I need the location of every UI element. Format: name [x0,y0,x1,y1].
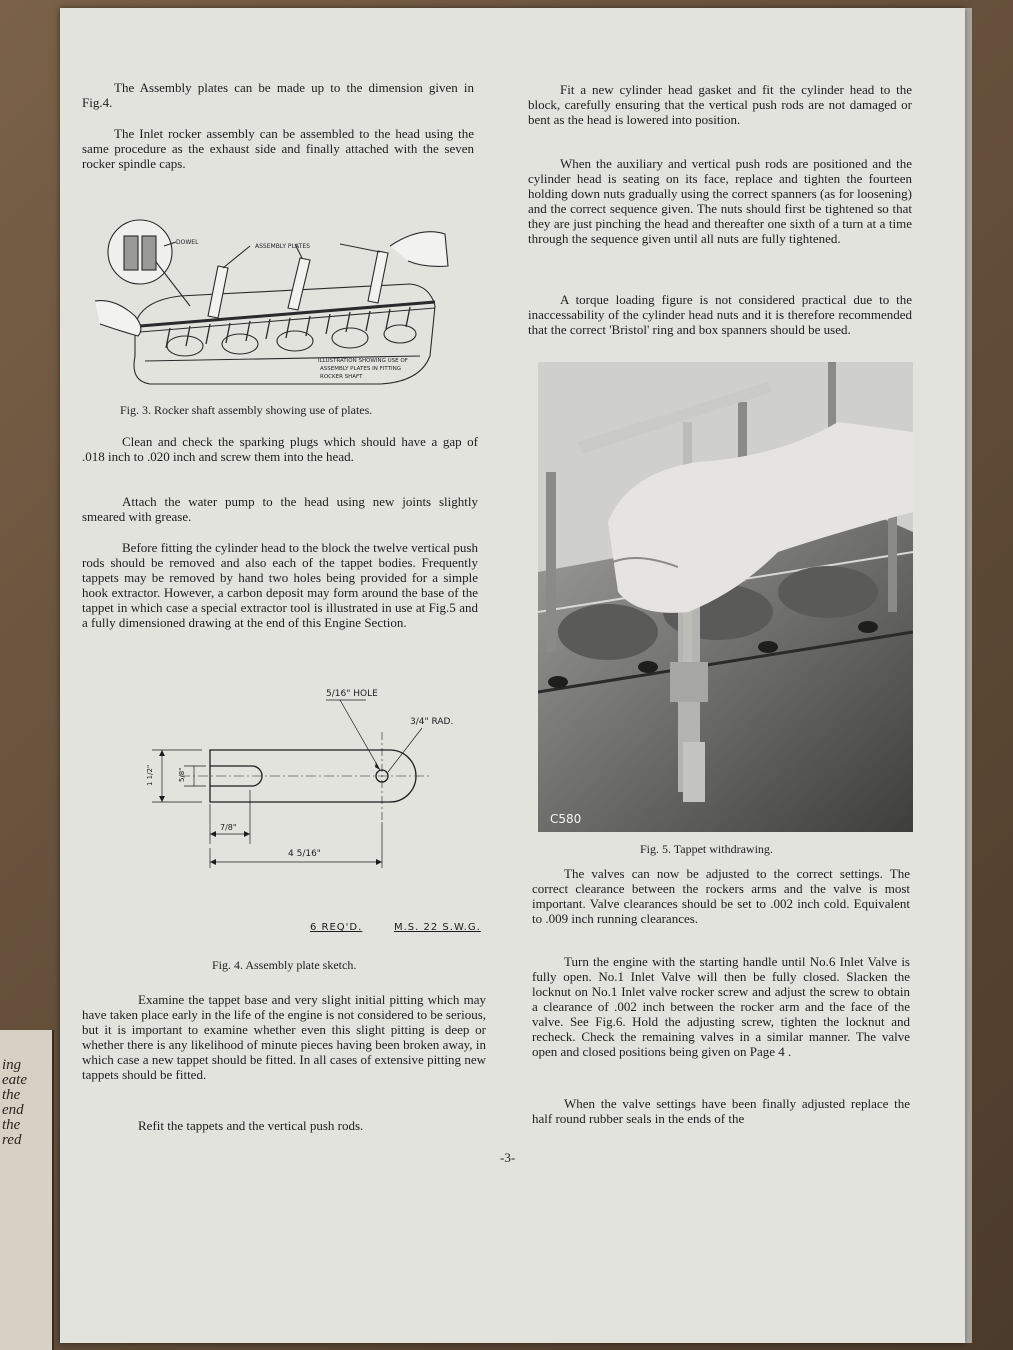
illustration-note-line2: ASSEMBLY PLATES IN FITTING [320,366,401,372]
paragraph-assembly-plates: The Assembly plates can be made up to the dimension given in Fig.4. [82,80,474,110]
adjacent-fragment: eate [2,1072,27,1088]
adjacent-page-text [2,1058,27,1148]
adjacent-fragment: the [2,1087,21,1103]
adjacent-fragment: end [2,1102,24,1118]
assembly-plate-sketch [140,672,490,912]
rocker-shaft-illustration [90,206,450,398]
radius-dimension-label: 3/4" RAD. [410,717,454,727]
illustration-note-line3: ROCKER SHAFT [320,374,363,380]
hole-dimension-label: 5/16" HOLE [326,689,378,699]
fig5-caption: Fig. 5. Tappet withdrawing. [640,842,773,856]
illustration-note-line1: ILLUSTRATION SHOWING USE OF [318,358,408,364]
slot-length-dimension-label: 7/8" [220,823,237,832]
assembly-plates-label: ASSEMBLY PLATES [255,243,310,250]
paragraph-holding-down-nuts: When the auxiliary and vertical push rods are positioned and the cylinder head is seating on its face, replace and tighten the fourteen holding down nuts gradually using the correct spanners (as for loosening) and the correct sequence given. The nuts should first be tightened so that they are just pinching the head and thereafter one sixth of a turn at a time through the sequence given until all nuts are fully tightened. [528,156,912,246]
tappet-withdrawing-photo [538,362,913,832]
slot-width-dimension-label: 5/8" [178,767,186,782]
paragraph-inlet-rocker: The Inlet rocker assembly can be assembled to the head using the same procedure as the exhaust side and finally attached with the seven rocker spindle caps. [82,126,474,171]
fig3-caption: Fig. 3. Rocker shaft assembly showing use of plates. [120,403,373,417]
dowel-label: DOWEL [176,239,199,246]
quantity-label: 6 REQ'D. [310,922,363,933]
adjacent-fragment: ing [2,1057,22,1073]
adjacent-fragment: red [2,1132,22,1148]
height-dimension-label: 1 1/2" [146,764,154,786]
overall-length-dimension-label: 4 5/16" [288,849,321,859]
adjacent-fragment: the [2,1117,21,1133]
paragraph-sparking-plugs: Clean and check the sparking plugs which should have a gap of .018 inch to .020 inch and screw them into the head. [82,434,478,464]
paragraph-push-rods: Before fitting the cylinder head to the block the twelve vertical push rods should be removed and also each of the tappet bodies. Frequently tappets may be removed by hand two holes being provided for a simple hook extractor. However, a carbon deposit may form around the base of the tappet in which case a special extractor tool is illustrated in use at Fig.5 and a fully dimensioned drawing at the end of this Engine Section. [82,540,478,630]
paragraph-valve-settings: The valves can now be adjusted to the correct settings. The correct clearance between the rockers arms and the valve is most important. Valve clearances should be set to .002 inch cold. Equivalent to .009 inch running clearances. [532,866,910,926]
paragraph-rubber-seals: When the valve settings have been finally adjusted replace the half round rubber seals in the ends of the [532,1096,910,1126]
paragraph-tappet-base: Examine the tappet base and very slight initial pitting which may have taken place early in the life of the engine is not considered to be serious, but it is important to examine whether even this slight pitting is deep or whether there is any likelihood of minute pieces having been broken away, in which case a new tappet should be fitted. In all cases of extensive pitting new tappets should be fitted. [82,992,486,1082]
fig4-caption: Fig. 4. Assembly plate sketch. [212,958,357,972]
paragraph-refit-tappets: Refit the tappets and the vertical push rods. [138,1118,364,1133]
paragraph-water-pump: Attach the water pump to the head using new joints slightly smeared with grease. [82,494,478,524]
material-label: M.S. 22 S.W.G. [394,922,481,933]
page-number: -3- [500,1150,516,1165]
photo-code: C580 [550,812,582,826]
paragraph-cylinder-head-gasket: Fit a new cylinder head gasket and fit the cylinder head to the block, carefully ensuring that the vertical push rods are not damaged or bent as the head is lowered into position. [528,82,912,127]
paragraph-torque-loading: A torque loading figure is not considered practical due to the inaccessability of the cylinder head nuts and it is therefore recommended that the correct 'Bristol' ring and box spanners should be used. [528,292,912,337]
adjacent-page [0,1030,54,1350]
paragraph-starting-handle: Turn the engine with the starting handle until No.6 Inlet Valve is fully open. No.1 Inlet Valve will then be fully closed. Slacken the locknut on No.1 Inlet valve rocker screw and adjust the screw to obtain a clearance of .002 inch between the rocker arm and the face of the valve. See Fig.6. Hold the adjusting screw, tighten the locknut and recheck. Check the remaining valves in a similar manner. The valve open and closed positions being given on Page 4 . [532,954,910,1059]
